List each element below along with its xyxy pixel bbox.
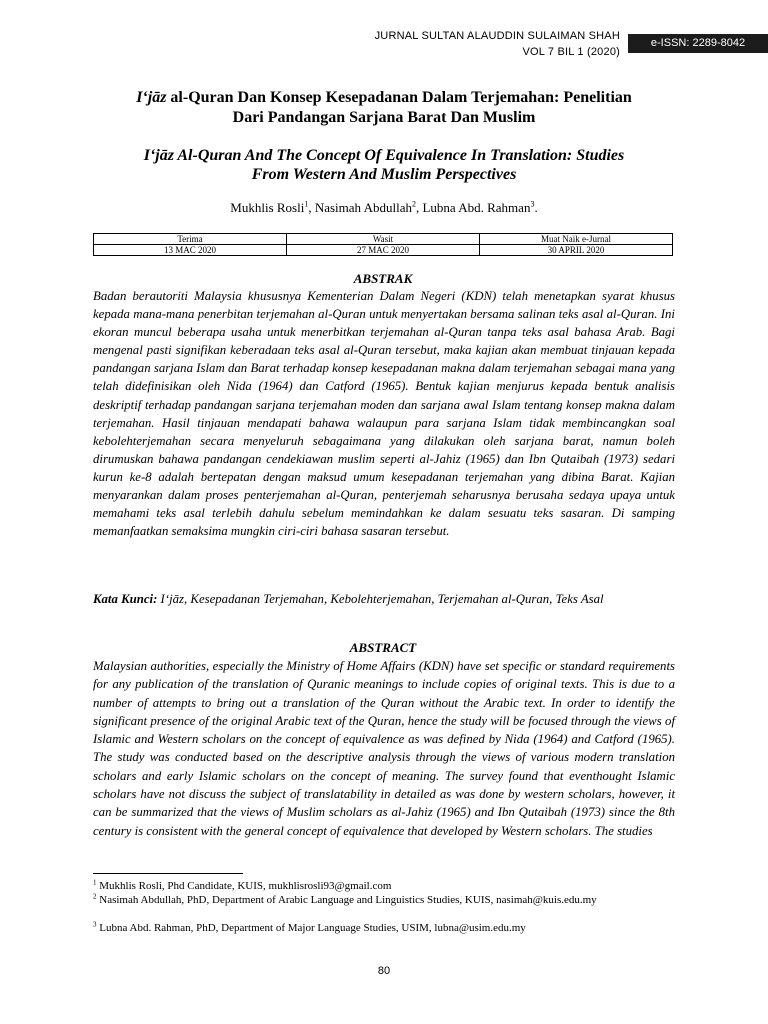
author-name: Mukhlis Rosli xyxy=(230,200,305,215)
page-number: 80 xyxy=(377,965,391,977)
author-list xyxy=(80,200,688,216)
footnote xyxy=(93,880,675,894)
keywords-text: Iʻjāz, Kesepadanan Terjemahan, Kebolehterjemahan, Terjemahan al-Quran, Teks Asal xyxy=(157,592,604,606)
journal-volume: VOL 7 BIL 1 (2020) xyxy=(522,46,620,58)
abstract-body: Malaysian authorities, especially the Ministry of Home Affairs (KDN) have set specific or standard requirements for any publication of the translation of Quranic meanings to include copies of original texts. This is due to a number of attempts to bring out a translation of the Quran without the Arabic text. In order to identify the significant presence of the original Arabic text of the Quran, hence the study will be focused through the views of Islamic and Western scholars on the concept of equivalence as was defined by Nida (1964) and Catford (1965). The study was conducted based on the descriptive analysis through the views of various modern translation scholars and early Islamic scholars on the concept of meaning. The survey found that eventhought Islamic scholars have not discuss the subject of translatability in detailed as was done by western scholars, however, it can be summarized that the views of Muslim scholars as al-Jahiz (1965) and Ibn Qutaibah (1973) since the 8th century is consistent with the general concept of equivalence that developed by Western scholars. The studies xyxy=(93,659,675,838)
dates-header-row xyxy=(94,234,673,245)
title-malay xyxy=(80,88,688,128)
title-english xyxy=(80,146,688,184)
footnote-mark: 2 xyxy=(93,892,97,901)
author-separator: , xyxy=(308,200,315,215)
keywords-label: Kata Kunci: xyxy=(93,592,158,606)
date-value: 27 MAC 2020 xyxy=(287,245,480,256)
abstrak-heading: ABSTRAK xyxy=(353,271,413,286)
footnote-text: Lubna Abd. Rahman, PhD, Department of Major Language Studies, USIM, lubna@usim.edu.my xyxy=(96,922,526,934)
date-header: Muat Naik e-Jurnal xyxy=(480,234,673,245)
date-header: Terima xyxy=(94,234,287,245)
footnote-mark: 3 xyxy=(93,920,97,929)
abstract-heading: ABSTRACT xyxy=(349,640,417,655)
abstrak-body: Badan berautoriti Malaysia khususnya Kementerian Dalam Negeri (KDN) telah menetapkan syarat khusus kepada mana-mana penerbitan terjemahan al-Quran untuk menyertakan bersama salinan teks asal al-Quran. Ini ekoran muncul beberapa usaha untuk menerbitkan terjemahan al-Quran tanpa teks asal bahasa Arab. Bagi mengenal pasti signifikan keberadaan teks asal al-Quran tersebut, maka kajian akan membuat tinjauan kepada pandangan sarjana Islam dan Barat terhadap konsep kesepadanan makna dalam terjemahan sebagai mana yang telah didefinisikan oleh Nida (1964) dan Catford (1965). Bentuk kajian menjurus kepada bentuk analisis deskriptif terhadap pandangan sarjana terjemahan moden dan sarjana awal Islam tentang konsep makna dalam terjemahan. Hasil tinjauan mendapati bahawa walaupun para sarjana Islam tidak membincangkan soal kebolehterjemahan secara menyeluruh sebagaimana yang dilakukan oleh sarjana barat, namun boleh dirumuskan bahawa pandangan cendekiawan muslim seperti al-Jahiz (1965) dan Ibn Qutaibah (1973) sedari kurun ke-8 adalah bertepatan dengan maksud umum kesepadanan terjemahan yang dibina Barat. Kajian menyarankan dalam proses penterjemahan al-Quran, penterjemah seharusnya berusaha sedaya upaya untuk memahami teks asal terlebih dahulu sebelum memindahkan ke dalam sesuatu teks sasaran. Di samping memanfaatkan semaksima mungkin ciri-ciri bahasa sasaran tersebut. xyxy=(93,289,675,539)
journal-name: JURNAL SULTAN ALAUDDIN SULAIMAN SHAH xyxy=(374,30,620,42)
date-value: 13 MAC 2020 xyxy=(94,245,287,256)
issn-badge: e-ISSN: 2289-8042 xyxy=(628,34,768,53)
author-mark: 3 xyxy=(530,199,535,209)
author-mark: 1 xyxy=(304,199,309,209)
author-separator: . xyxy=(534,200,538,215)
footnote xyxy=(93,922,675,936)
title-malay-line2: Dari Pandangan Sarjana Barat Dan Muslim xyxy=(232,109,536,126)
author-separator: , xyxy=(415,200,423,215)
dates-value-row xyxy=(94,245,673,256)
footnote-text: Nasimah Abdullah, PhD, Department of Arabic Language and Linguistics Studies, KUIS, nasimah@kuis.edu.my xyxy=(96,894,597,906)
footnote xyxy=(93,894,675,908)
submission-dates-table xyxy=(93,233,673,256)
running-header xyxy=(375,28,620,60)
author-name: Lubna Abd. Rahman xyxy=(422,200,531,215)
footnote-divider xyxy=(93,873,243,874)
keywords xyxy=(93,590,675,608)
title-english-line1: Iʻjāz Al-Quran And The Concept Of Equivalence In Translation: Studies xyxy=(143,147,625,164)
title-malay-term: Iʻjāz xyxy=(136,89,167,106)
date-header: Wasit xyxy=(287,234,480,245)
footnote-mark: 1 xyxy=(93,878,97,887)
author-name: Nasimah Abdullah xyxy=(314,200,412,215)
author-mark: 2 xyxy=(411,199,416,209)
title-english-line2: From Western And Muslim Perspectives xyxy=(251,166,517,183)
date-value: 30 APRIL 2020 xyxy=(480,245,673,256)
title-malay-line1: al-Quran Dan Konsep Kesepadanan Dalam Terjemahan: Penelitian xyxy=(166,89,632,106)
footnote-text: Mukhlis Rosli, Phd Candidate, KUIS, mukhlisrosli93@gmail.com xyxy=(96,880,392,892)
